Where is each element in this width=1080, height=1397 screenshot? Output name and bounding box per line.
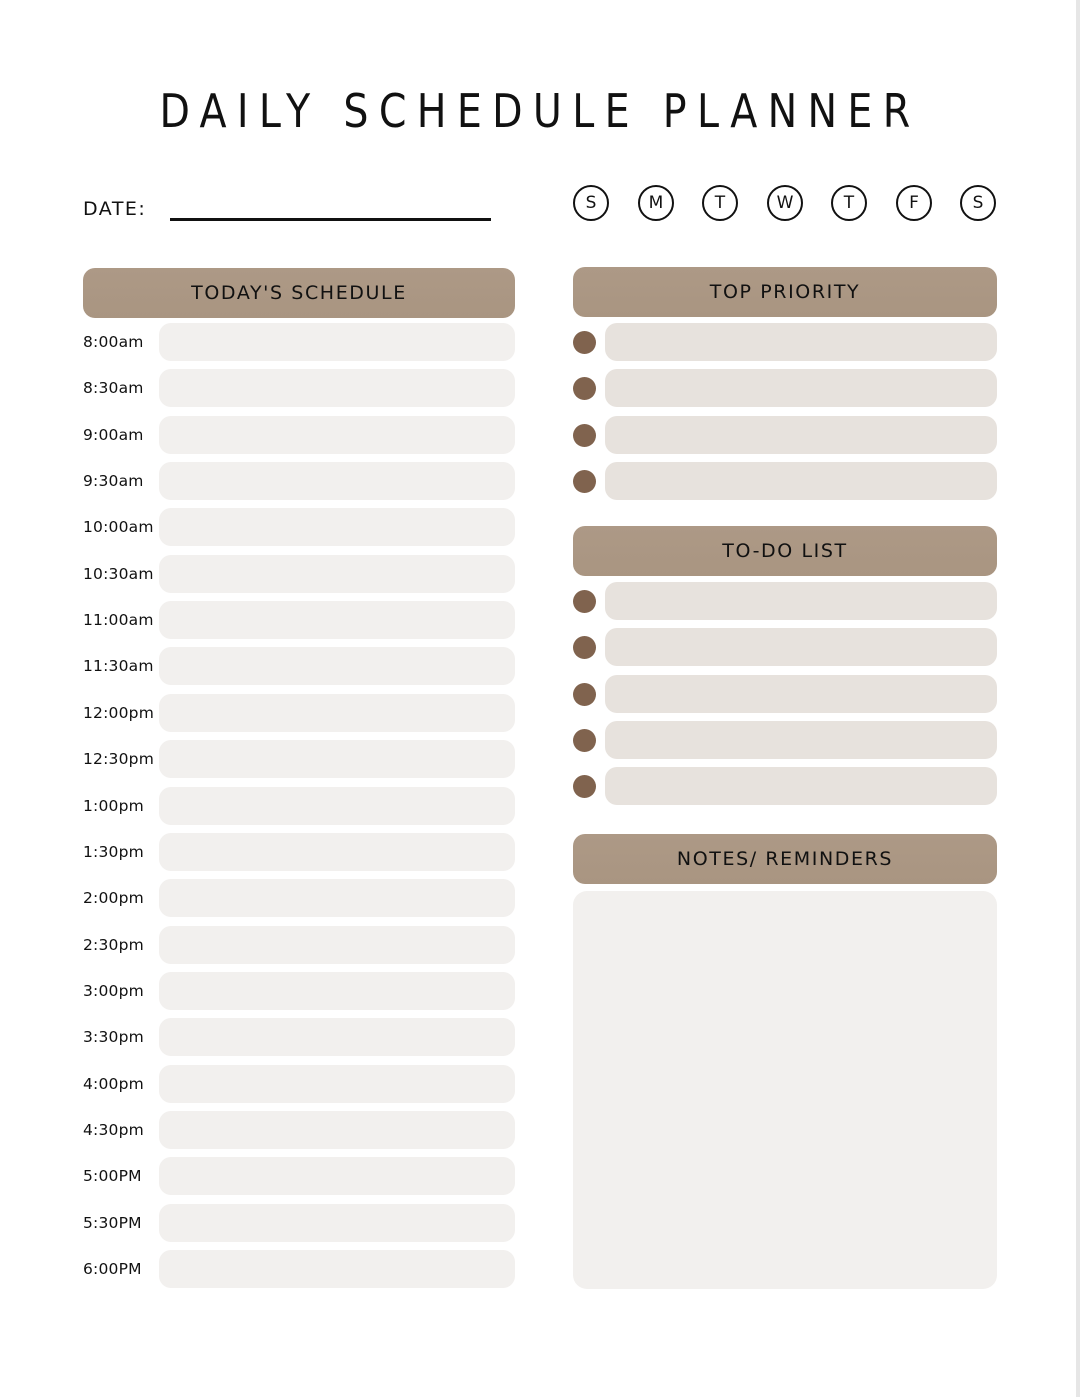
priority-field[interactable] — [605, 323, 997, 361]
schedule-slot[interactable] — [159, 601, 515, 639]
time-label: 2:00pm — [83, 889, 144, 907]
time-label: 6:00PM — [83, 1260, 142, 1278]
priority-field[interactable] — [605, 369, 997, 407]
time-label: 4:30pm — [83, 1121, 144, 1139]
page-title: DAILY SCHEDULE PLANNER — [159, 84, 921, 138]
schedule-slot[interactable] — [159, 787, 515, 825]
time-label: 1:30pm — [83, 843, 144, 861]
schedule-slot[interactable] — [159, 740, 515, 778]
priority-bullet — [573, 377, 596, 400]
priority-field[interactable] — [605, 462, 997, 500]
notes-area[interactable] — [573, 891, 997, 1289]
time-label: 2:30pm — [83, 936, 144, 954]
schedule-slot[interactable] — [159, 647, 515, 685]
schedule-slot[interactable] — [159, 972, 515, 1010]
schedule-slot[interactable] — [159, 879, 515, 917]
notes-header: NOTES/ REMINDERS — [573, 834, 997, 884]
time-label: 12:30pm — [83, 750, 155, 768]
schedule-slot[interactable] — [159, 926, 515, 964]
schedule-slot[interactable] — [159, 1111, 515, 1149]
todo-field[interactable] — [605, 675, 997, 713]
schedule-slot[interactable] — [159, 1157, 515, 1195]
schedule-slot[interactable] — [159, 1204, 515, 1242]
time-label: 1:00pm — [83, 797, 144, 815]
todo-field[interactable] — [605, 582, 997, 620]
day-circle-tuesday[interactable]: T — [702, 185, 738, 221]
time-label: 10:30am — [83, 565, 154, 583]
todo-field[interactable] — [605, 721, 997, 759]
time-label: 9:00am — [83, 426, 144, 444]
day-circle-sunday[interactable]: S — [573, 185, 609, 221]
todo-bullet — [573, 683, 596, 706]
schedule-slot[interactable] — [159, 555, 515, 593]
time-label: 5:00PM — [83, 1167, 142, 1185]
schedule-slot[interactable] — [159, 694, 515, 732]
time-label: 11:30am — [83, 657, 154, 675]
schedule-slot[interactable] — [159, 508, 515, 546]
weekday-selector — [0, 185, 1080, 225]
day-circle-friday[interactable]: F — [896, 185, 932, 221]
time-label: 11:00am — [83, 611, 154, 629]
time-label: 8:00am — [83, 333, 144, 351]
schedule-slot[interactable] — [159, 416, 515, 454]
schedule-slot[interactable] — [159, 323, 515, 361]
todo-bullet — [573, 636, 596, 659]
schedule-slot[interactable] — [159, 1250, 515, 1288]
todo-field[interactable] — [605, 628, 997, 666]
time-label: 12:00pm — [83, 704, 155, 722]
day-circle-monday[interactable]: M — [638, 185, 674, 221]
day-circle-wednesday[interactable]: W — [767, 185, 803, 221]
priority-bullet — [573, 470, 596, 493]
schedule-slot[interactable] — [159, 369, 515, 407]
schedule-slot[interactable] — [159, 462, 515, 500]
priority-field[interactable] — [605, 416, 997, 454]
time-label: 4:00pm — [83, 1075, 144, 1093]
schedule-slot[interactable] — [159, 1065, 515, 1103]
todo-bullet — [573, 729, 596, 752]
priority-bullet — [573, 424, 596, 447]
time-label: 3:00pm — [83, 982, 144, 1000]
date-label: DATE: — [83, 198, 147, 220]
priority-bullet — [573, 331, 596, 354]
todo-field[interactable] — [605, 767, 997, 805]
schedule-header: TODAY'S SCHEDULE — [83, 268, 515, 318]
todo-bullet — [573, 775, 596, 798]
time-label: 10:00am — [83, 518, 154, 536]
time-label: 3:30pm — [83, 1028, 144, 1046]
day-circle-saturday[interactable]: S — [960, 185, 996, 221]
todo-bullet — [573, 590, 596, 613]
time-label: 5:30PM — [83, 1214, 142, 1232]
todo-header: TO-DO LIST — [573, 526, 997, 576]
day-circle-thursday[interactable]: T — [831, 185, 867, 221]
time-label: 8:30am — [83, 379, 144, 397]
time-label: 9:30am — [83, 472, 144, 490]
top-priority-header: TOP PRIORITY — [573, 267, 997, 317]
schedule-slot[interactable] — [159, 833, 515, 871]
schedule-slot[interactable] — [159, 1018, 515, 1056]
